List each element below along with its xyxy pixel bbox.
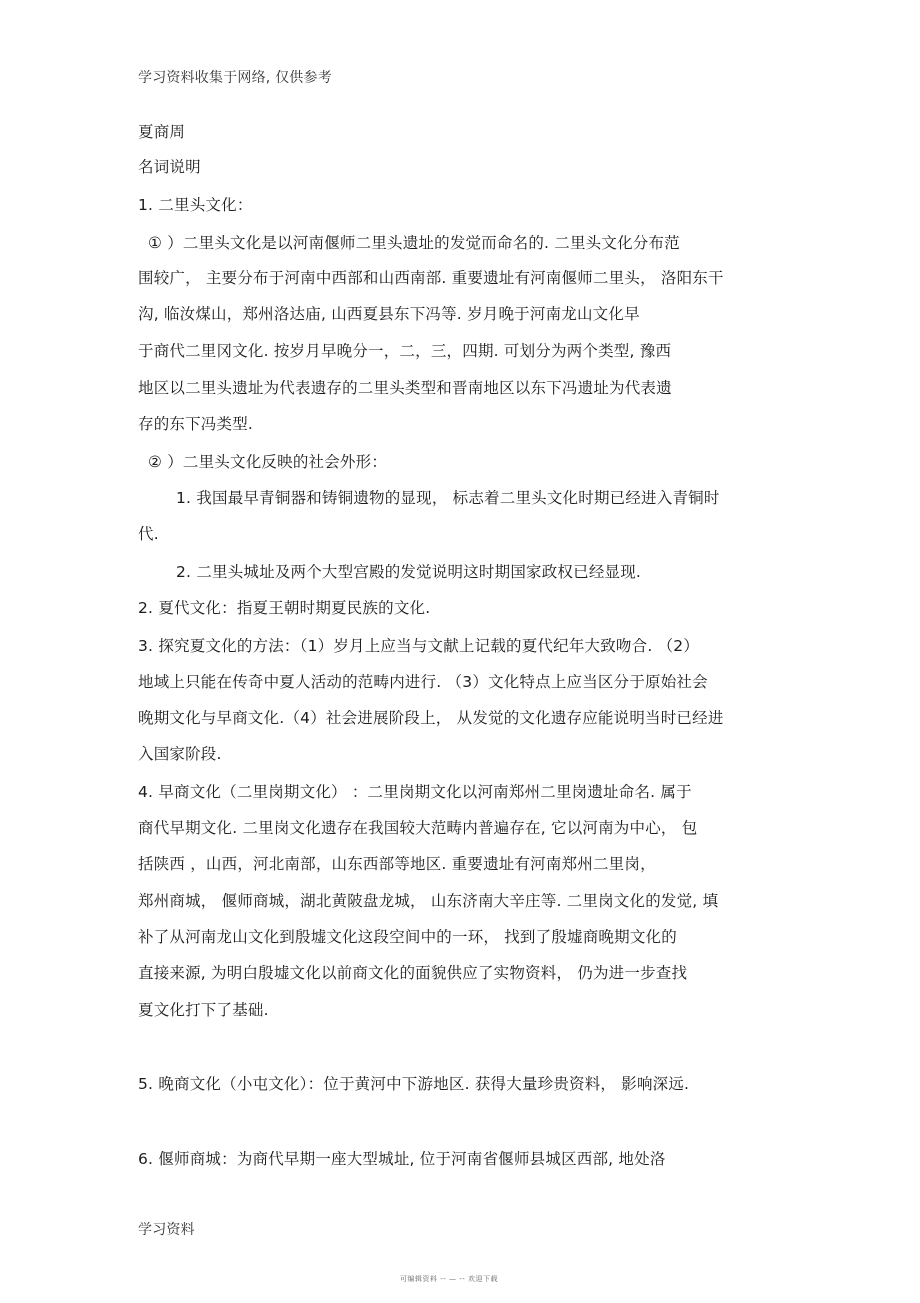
paragraph-line: 夏文化打下了基础. — [138, 1001, 269, 1019]
section-heading-6: 6. 偃师商城：为商代早期一座大型城址, 位于河南省偃师县城区西部, 地处洛 — [138, 1150, 666, 1168]
paragraph-line: 商代早期文化. 二里岗文化遗存在我国较大范畴内普遍存在, 它以河南为中心， 包 — [138, 819, 698, 837]
paragraph-line: 入国家阶段. — [138, 745, 222, 763]
paragraph-line: 3. 探究夏文化的方法：（1）岁月上应当与文献上记载的夏代纪年大致吻合. （2） — [138, 637, 700, 655]
footer-note: 学习资料 — [138, 1222, 195, 1238]
header-note: 学习资料收集于网络, 仅供参考 — [138, 70, 332, 86]
paragraph-line: 4. 早商文化（二里岗期文化） ：二里岗期文化以河南郑州二里岗遗址命名. 属于 — [138, 783, 692, 801]
list-item: 2. 二里头城址及两个大型宫殿的发觉说明这时期国家政权已经显现. — [176, 563, 642, 581]
paragraph-line: 地域上只能在传奇中夏人活动的范畴内进行. （3）文化特点上应当区分于原始社会 — [138, 673, 708, 691]
paragraph-line: 于商代二里冈文化. 按岁月早晚分一，二，三，四期. 可划分为两个类型, 豫西 — [138, 342, 672, 360]
paragraph-line: 郑州商城， 偃师商城，湖北黄陂盘龙城， 山东济南大辛庄等. 二里岗文化的发觉, 填 — [138, 892, 719, 910]
list-item: 1. 我国最早青铜器和铸铜遗物的显现， 标志着二里头文化时期已经进入青铜时 — [176, 489, 720, 507]
document-title: 夏商周 — [138, 123, 186, 141]
paragraph-line: 存的东下冯类型. — [138, 415, 254, 433]
section-heading-5: 5. 晚商文化（小屯文化）：位于黄河中下游地区. 获得大量珍贵资料， 影响深远. — [138, 1075, 690, 1093]
list-item-continuation: 代. — [138, 525, 159, 543]
paragraph-line: 地区以二里头遗址为代表遗存的二里头类型和晋南地区以东下冯遗址为代表遗 — [138, 379, 672, 397]
paragraph-line: 括陕西 ，山西，河北南部，山东西部等地区. 重要遗址有河南郑州二里岗， — [138, 855, 656, 873]
paragraph-line: 沟, 临汝煤山，郑州洛达庙, 山西夏县东下冯等. 岁月晚于河南龙山文化早 — [138, 305, 640, 323]
paragraph-line: ① ）二里头文化是以河南偃师二里头遗址的发觉而命名的. 二里头文化分布范 — [148, 234, 680, 252]
paragraph-line: 直接来源, 为明白殷墟文化以前商文化的面貌供应了实物资料， 仍为进一步查找 — [138, 964, 688, 982]
paragraph-line: 围较广， 主要分布于河南中西部和山西南部. 重要遗址有河南偃师二里头， 洛阳东干 — [138, 269, 724, 287]
paragraph-line: 补了从河南龙山文化到殷墟文化这段空间中的一环， 找到了殷墟商晚期文化的 — [138, 928, 677, 946]
section-heading-1: 1. 二里头文化： — [138, 196, 253, 214]
document-subtitle: 名词说明 — [138, 158, 201, 176]
paragraph-line: ② ）二里头文化反映的社会外形： — [148, 453, 388, 471]
section-heading-2: 2. 夏代文化：指夏王朝时期夏民族的文化. — [138, 599, 431, 617]
paragraph-line: 晚期文化与早商文化.（4）社会进展阶段上， 从发觉的文化遗存应能说明当时已经进 — [138, 709, 724, 727]
footer-small-note: 可编辑资料 -- — -- 欢迎下载 — [400, 1275, 499, 1283]
